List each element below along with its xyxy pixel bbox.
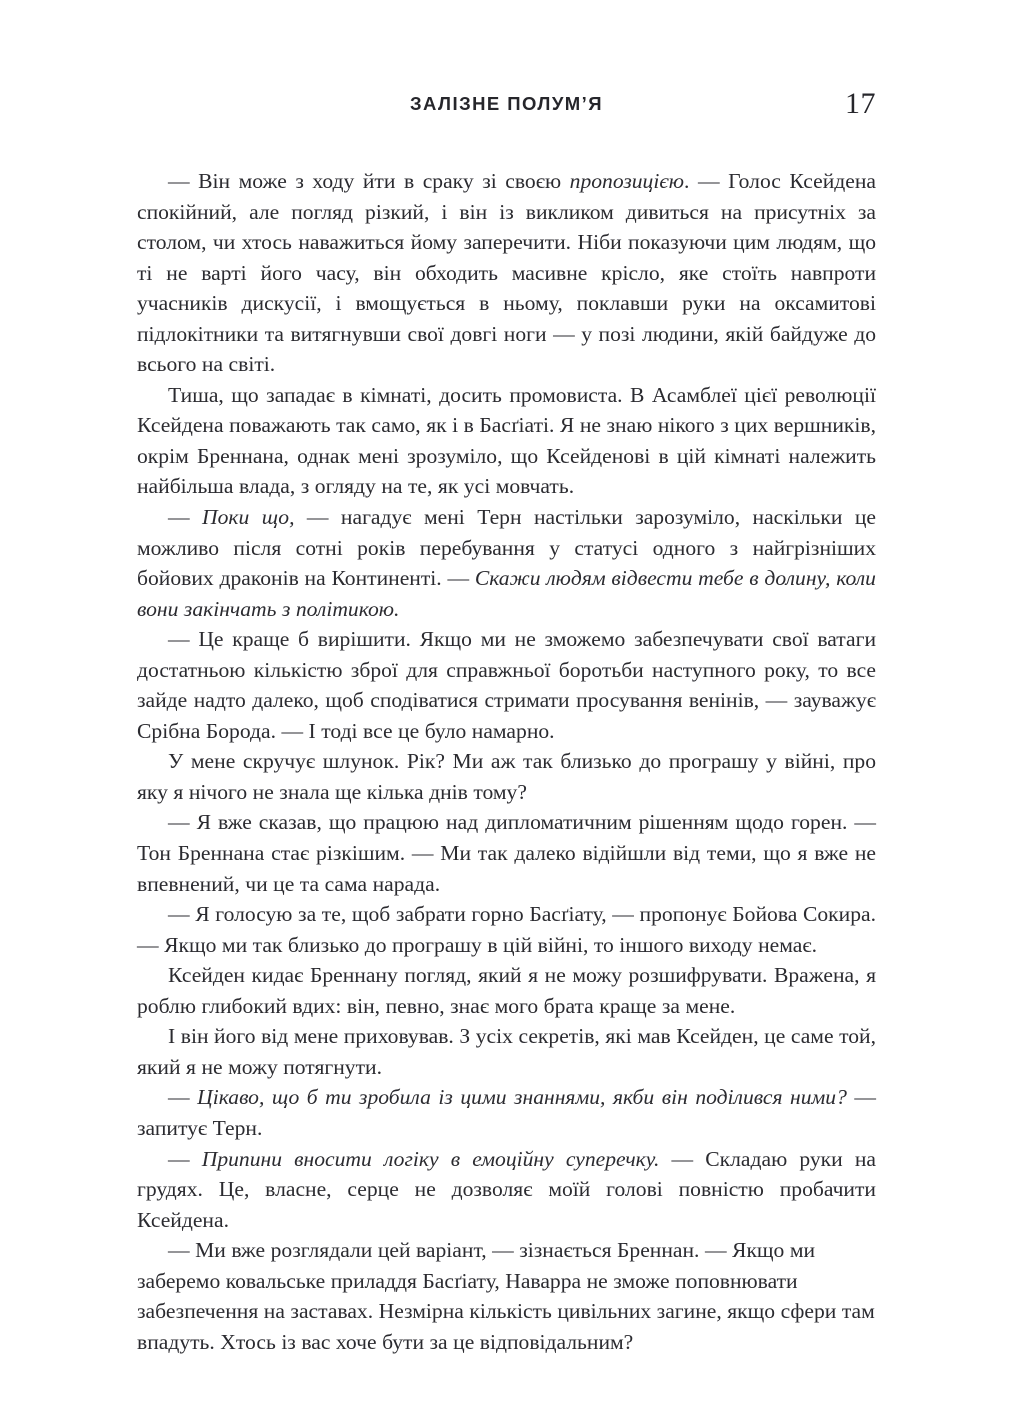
- text-run: — Я голосую за те, щоб забрати горно Басґіату, — пропонує Бойова Сокира. — Якщо ми так близько до програшу в цій війні, то іншого виходу немає.: [137, 902, 876, 957]
- text-run: Тиша, що западає в кімнаті, досить промовиста. В Асамблеї цієї революції Ксейдена поважають так само, як і в Басґіаті. Я не знаю нікого з цих вершників, окрім Бреннана, однак мені зрозуміло, що Ксейденові в цій кімнаті належить найбільша влада, з огляду на те, як усі мовчать.: [137, 382, 876, 499]
- text-run: —: [168, 505, 203, 530]
- page-number: 17: [845, 87, 876, 120]
- paragraph: [137, 1021, 876, 1082]
- text-run: І він його від мене приховував. З усіх секретів, які мав Ксейден, це саме той, який я не можу потягнути.: [137, 1024, 876, 1079]
- italic-run: Поки що,: [202, 505, 295, 530]
- paragraph: [137, 960, 876, 1021]
- italic-run: Припини вносити логіку в емоційну суперечку.: [201, 1146, 660, 1171]
- paragraph: [137, 1144, 876, 1236]
- italic-run: пропозицією: [569, 169, 684, 193]
- text-run: Ксейден кидає Бреннану погляд, який я не можу розшифрувати. Вражена, я роблю глибокий вдих: він, певно, знає мого брата краще за мене.: [137, 963, 876, 1018]
- paragraph: [137, 1235, 876, 1357]
- text-run: . — Голос Ксейдена спокійний, але погляд різкий, і він із викликом дивиться на присутніх за столом, чи хтось наважиться йому заперечити. Ніби показуючи цим людям, що ті не варті його часу, він обходить масивне крісло, яке стоїть навпроти учасників дискусії, і вмощується в ньому, поклавши руки на оксамитові підлокітники та витягнувши свої довгі ноги — у позі людини, якій байдуже до всього на світі.: [137, 169, 876, 377]
- paragraph: [137, 899, 876, 960]
- paragraph: [137, 380, 876, 502]
- text-run: — запитує Терн.: [137, 1085, 877, 1140]
- body-text-block: [137, 166, 876, 1357]
- italic-run: Цікаво, що б ти зробила із цими знаннями, якби він поділився ними?: [197, 1085, 847, 1110]
- text-run: — Я вже сказав, що працюю над дипломатичним рішенням щодо горен. — Тон Бреннана стає різкішим. — Ми так далеко відійшли від теми, що я вже не впевнений, чи це та сама нарада.: [137, 810, 876, 896]
- italic-run: Скажи людям відвести тебе в долину, коли вони закінчать з політикою.: [137, 566, 876, 621]
- text-run: — Це краще б вирішити. Якщо ми не зможемо забезпечувати свої ватаги достатньою кількістю зброї для справжньої боротьби наступного року, то все зайде надто далеко, щоб сподіватися стримати просування венінів, — зауважує Срібна Борода. — І тоді все це було намарно.: [137, 627, 876, 743]
- paragraph: [137, 502, 876, 624]
- text-run: — Ми вже розглядали цей варіант, — зізнається Бреннан. — Якщо ми заберемо ковальське приладдя Басґіату, Наварра не зможе поповнювати забезпечення на заставах. Незмірна кількість цивільних загине, якщо сфери там впадуть. Хтось із вас хоче бути за це відповідальним?: [137, 1238, 875, 1354]
- text-run: У мене скручує шлунок. Рік? Ми аж так близько до програшу у війні, про яку я нічого не знала ще кілька днів тому?: [137, 749, 876, 804]
- paragraph: [137, 1082, 876, 1143]
- paragraph: [137, 166, 876, 380]
- text-run: — Складаю руки на грудях. Це, власне, серце не дозволяє моїй голові повністю пробачити Ксейдена.: [137, 1146, 877, 1232]
- text-run: —: [168, 1085, 198, 1110]
- text-run: —: [168, 1146, 202, 1171]
- running-head-title: ЗАЛІЗНЕ ПОЛУМ’Я: [409, 93, 604, 114]
- paragraph: [137, 624, 876, 746]
- running-head: [137, 87, 876, 130]
- paragraph: [137, 807, 876, 899]
- paragraph: [137, 746, 876, 807]
- text-run: — Він може з ходу йти в сраку зі своєю: [168, 169, 570, 193]
- text-run: — нагадує мені Терн настільки зарозуміло, наскільки це можливо після сотні років перебування у статусі одного з найгрізніших бойових драконів на Континенті. —: [137, 505, 876, 591]
